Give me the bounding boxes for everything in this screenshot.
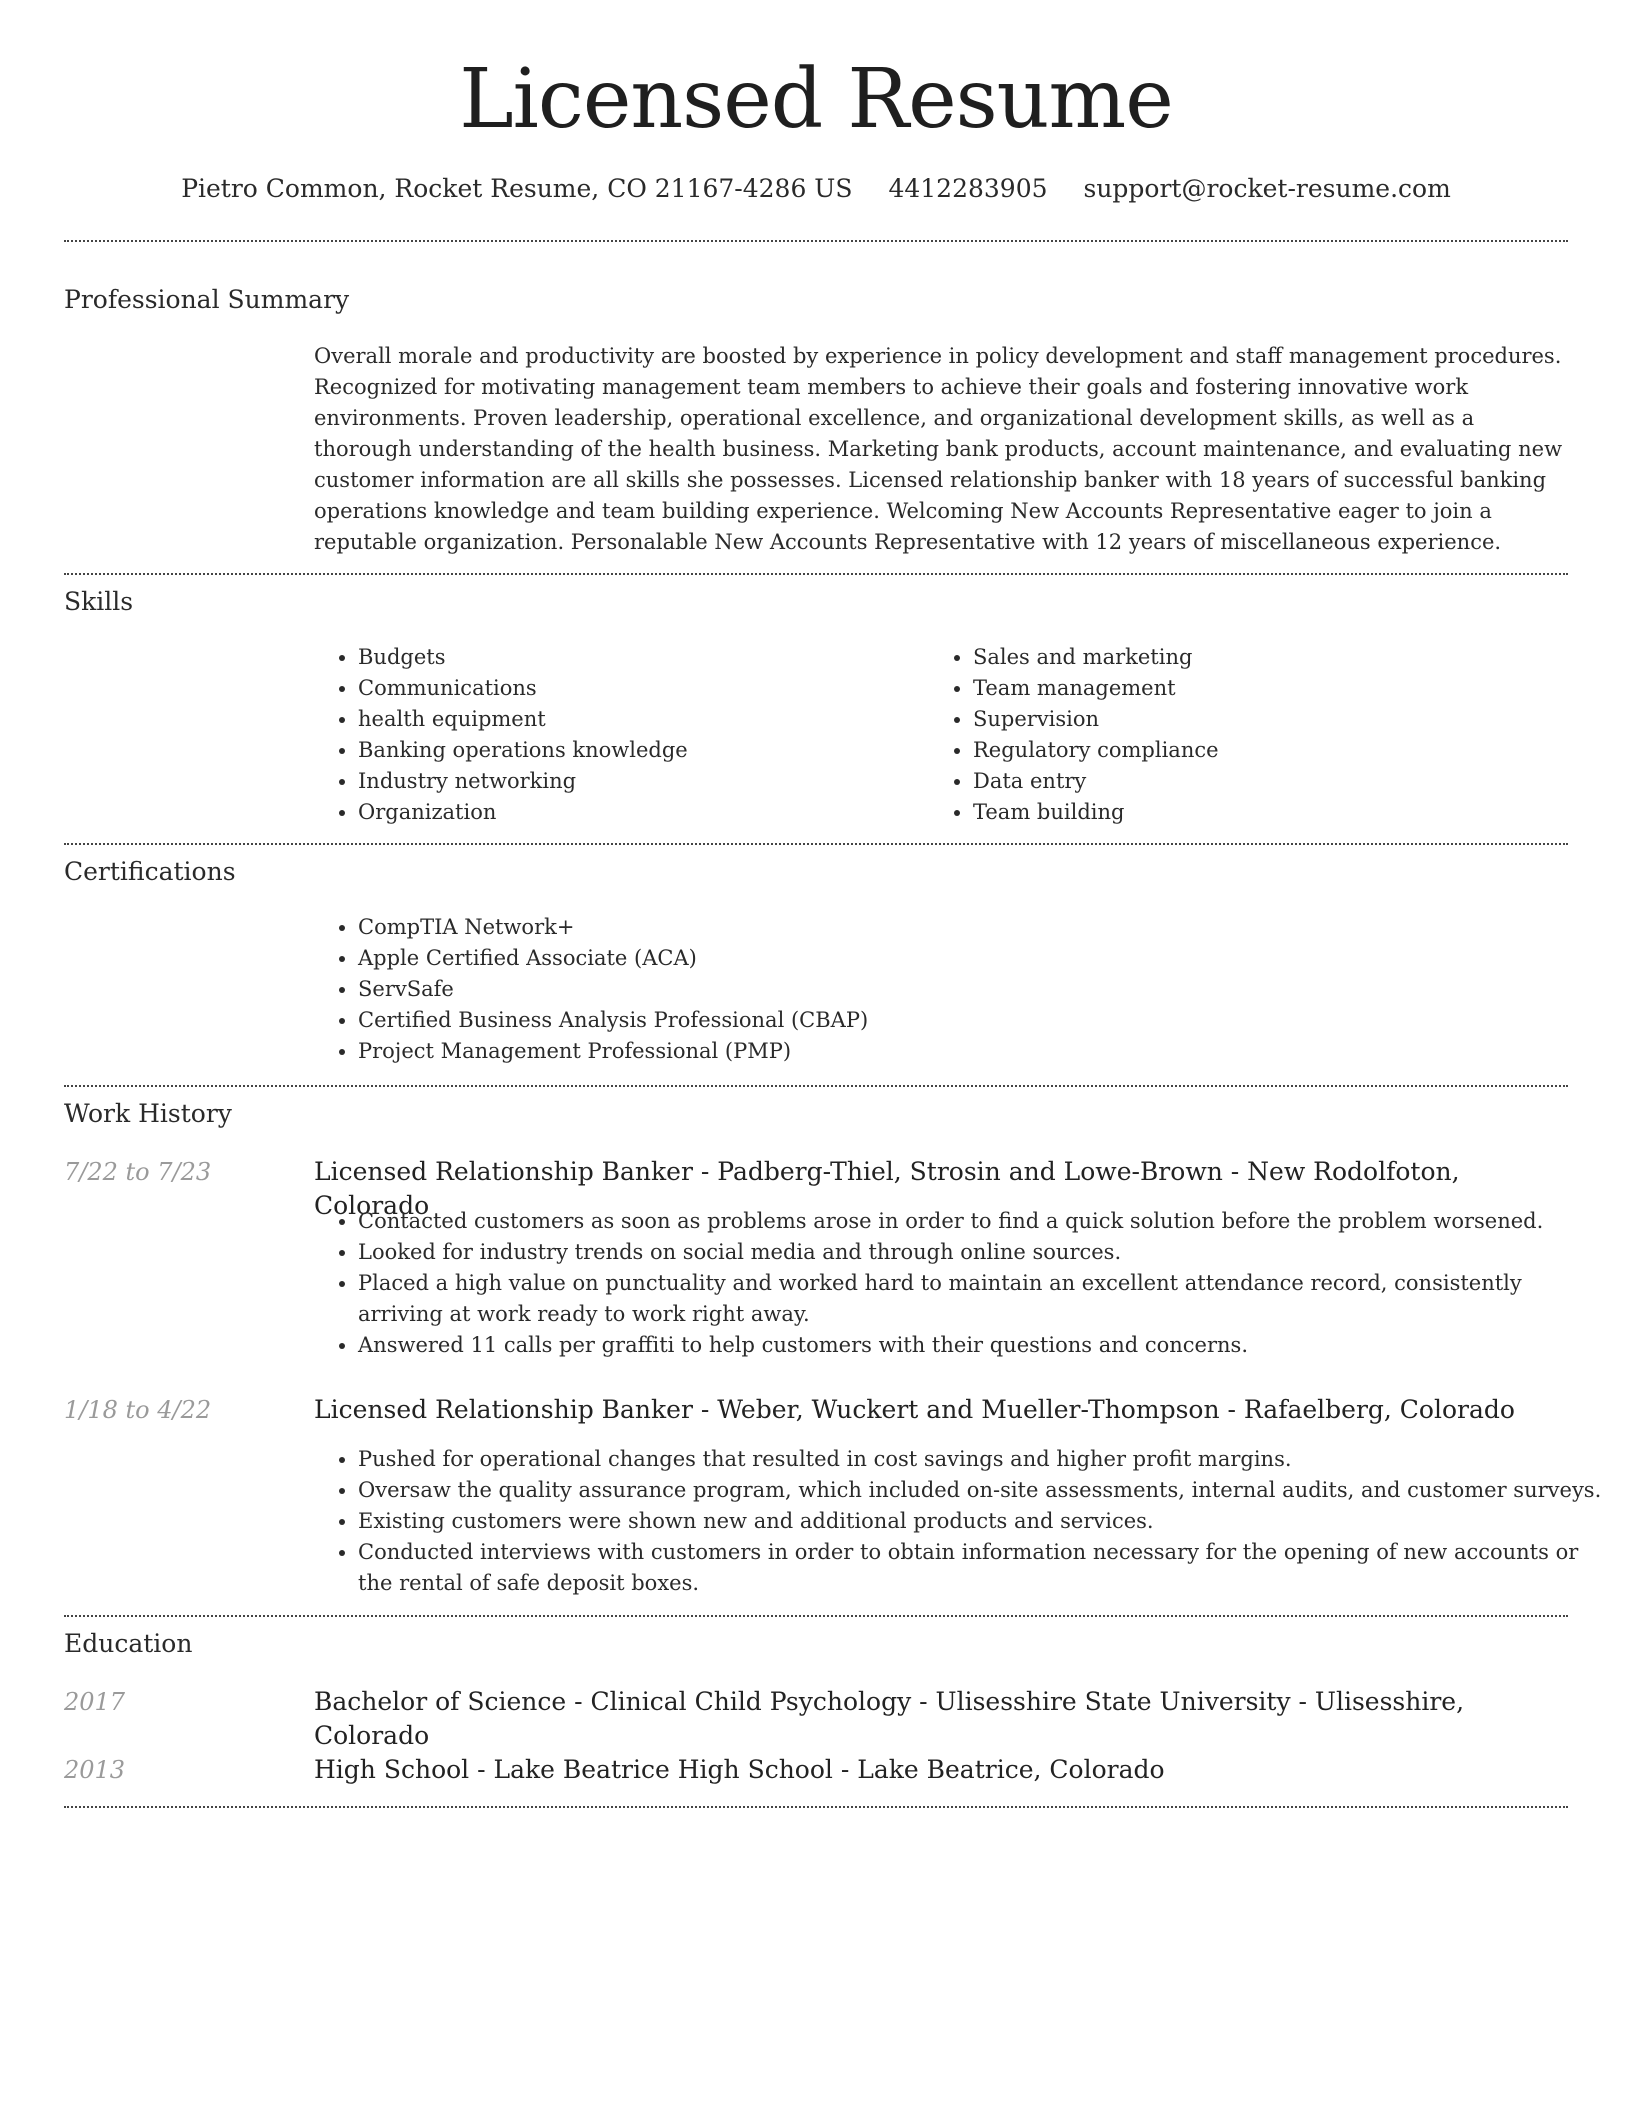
work-heading: Work History: [64, 1099, 232, 1128]
list-item: • Supervision: [973, 704, 1573, 735]
list-item: • Regulatory compliance: [973, 735, 1573, 766]
list-item: • Placed a high value on punctuality and worked hard to maintain an excellent attendance record, consistently arriving at work ready to work right away.: [358, 1268, 1612, 1330]
resume-title: Licensed Resume: [459, 52, 1173, 147]
list-item: • Budgets: [358, 642, 918, 673]
list-item: • health equipment: [358, 704, 918, 735]
job-dates: 1/18 to 4/22: [64, 1396, 212, 1424]
divider: [64, 1615, 1568, 1617]
contact-address: Pietro Common, Rocket Resume, CO 21167-4286 US: [181, 174, 853, 203]
certifications-list: [314, 912, 1612, 1067]
list-item: • Industry networking: [358, 766, 918, 797]
list-item: • Oversaw the quality assurance program, which included on-site assessments, internal audits, and customer surveys.: [358, 1475, 1612, 1506]
list-item: • Contacted customers as soon as problems arose in order to find a quick solution before the problem worsened.: [358, 1206, 1612, 1237]
contact-email: support@rocket-resume.com: [1083, 174, 1451, 203]
list-item: • Banking operations knowledge: [358, 735, 918, 766]
education-year: 2017: [64, 1688, 126, 1716]
job-bullets: [314, 1206, 1612, 1361]
list-item: • Looked for industry trends on social media and through online sources.: [358, 1237, 1612, 1268]
divider: [64, 1085, 1568, 1087]
education-heading: Education: [64, 1629, 193, 1658]
list-item: • Team building: [973, 797, 1573, 828]
list-item: • Apple Certified Associate (ACA): [358, 943, 1612, 974]
list-item: • Data entry: [973, 766, 1573, 797]
list-item: • ServSafe: [358, 974, 1612, 1005]
list-item: • Organization: [358, 797, 918, 828]
summary-text: Overall morale and productivity are boosted by experience in policy development and staff management procedures. Recognized for motivating management team members to achieve their goals and fostering innovative work environments. Proven leadership, operational excellence, and organizational development skills, as well as a thorough understanding of the health business. Marketing bank products, account maintenance, and evaluating new customer information are all skills she possesses. Licensed relationship banker with 18 years of successful banking operations knowledge and team building experience. Welcoming New Accounts Representative eager to join a reputable organization. Personalable New Accounts Representative with 12 years of miscellaneous experience.: [314, 344, 1563, 554]
summary-heading: Professional Summary: [64, 285, 350, 314]
education-title: High School - Lake Beatrice High School - Lake Beatrice, Colorado: [314, 1755, 1165, 1784]
list-item: • Conducted interviews with customers in order to obtain information necessary for the opening of new accounts or the rental of safe deposit boxes.: [358, 1537, 1612, 1599]
list-item: • Answered 11 calls per graffiti to help customers with their questions and concerns.: [358, 1330, 1612, 1361]
divider: [64, 240, 1568, 242]
education-year: 2013: [64, 1756, 126, 1784]
list-item: • Team management: [973, 673, 1573, 704]
job-title: Licensed Relationship Banker - Weber, Wuckert and Mueller-Thompson - Rafaelberg, Colorado: [314, 1395, 1515, 1424]
contact-phone: 4412283905: [888, 174, 1048, 203]
list-item: • CompTIA Network+: [358, 912, 1612, 943]
contact-line: [0, 172, 1632, 206]
skills-list-left: [314, 642, 918, 828]
job-title: Licensed Relationship Banker - Padberg-Thiel, Strosin and Lowe-Brown - New Rodolfoton, Colorado: [314, 1157, 1460, 1220]
job-dates: 7/22 to 7/23: [64, 1158, 212, 1186]
list-item: • Existing customers were shown new and additional products and services.: [358, 1506, 1612, 1537]
list-item: • Project Management Professional (PMP): [358, 1036, 1612, 1067]
list-item: • Pushed for operational changes that resulted in cost savings and higher profit margins.: [358, 1444, 1612, 1475]
list-item: • Communications: [358, 673, 918, 704]
divider: [64, 843, 1568, 845]
job-bullets: [314, 1444, 1612, 1599]
divider: [64, 573, 1568, 575]
divider: [64, 1806, 1568, 1808]
list-item: • Sales and marketing: [973, 642, 1573, 673]
education-title: Bachelor of Science - Clinical Child Psychology - Ulisesshire State University - Ulisesshire, Colorado: [314, 1687, 1465, 1750]
skills-heading: Skills: [64, 587, 134, 616]
list-item: • Certified Business Analysis Professional (CBAP): [358, 1005, 1612, 1036]
skills-list-right: [929, 642, 1573, 828]
certifications-heading: Certifications: [64, 857, 236, 886]
